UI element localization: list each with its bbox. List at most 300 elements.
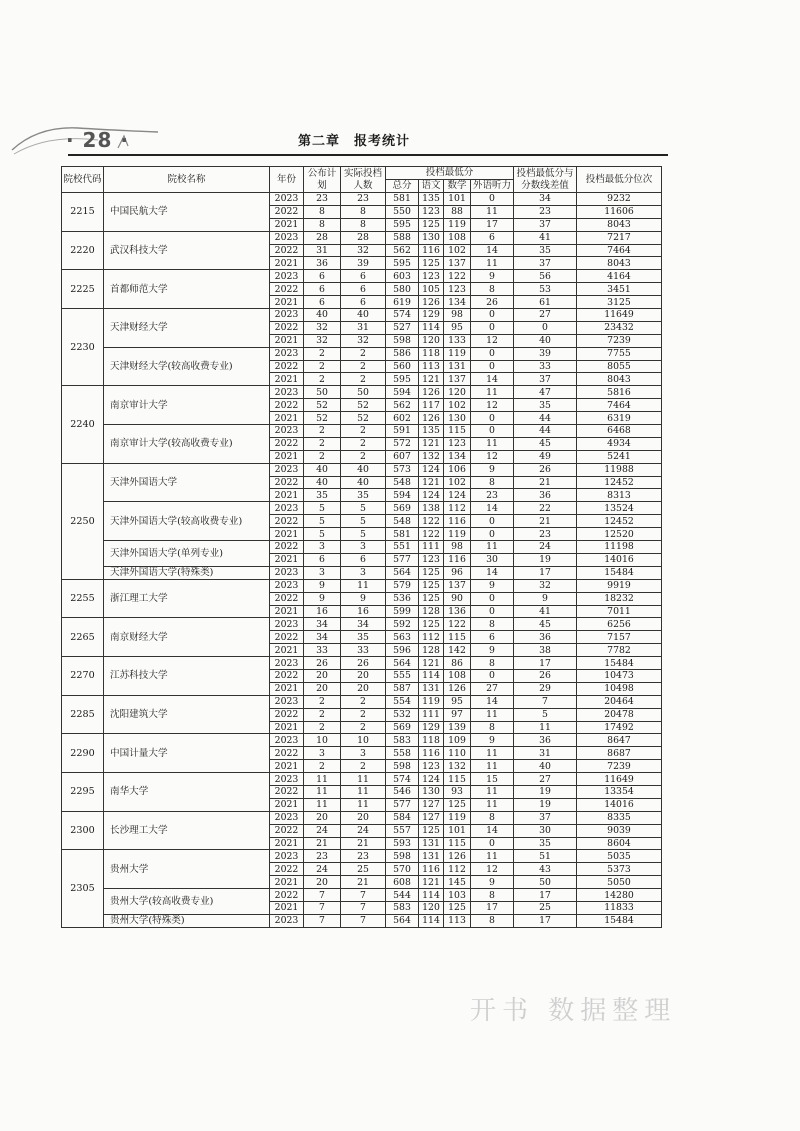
actual-cell: 20 <box>341 811 386 824</box>
rank-cell: 20464 <box>577 695 662 708</box>
chinese-cell: 114 <box>419 889 444 902</box>
total-cell: 550 <box>386 205 419 218</box>
school-name-cell: 沈阳建筑大学 <box>104 695 270 734</box>
diff-cell: 17 <box>514 566 577 579</box>
chinese-cell: 105 <box>419 283 444 296</box>
chinese-cell: 116 <box>419 747 444 760</box>
diff-cell: 24 <box>514 541 577 554</box>
rank-cell: 7782 <box>577 644 662 657</box>
total-cell: 596 <box>386 644 419 657</box>
listening-cell: 17 <box>471 901 514 914</box>
math-cell: 115 <box>444 425 471 438</box>
math-cell: 134 <box>444 450 471 463</box>
diff-cell: 37 <box>514 373 577 386</box>
chinese-cell: 132 <box>419 450 444 463</box>
math-cell: 115 <box>444 773 471 786</box>
diff-cell: 56 <box>514 270 577 283</box>
actual-cell: 6 <box>341 296 386 309</box>
table-row <box>62 270 662 283</box>
total-cell: 527 <box>386 321 419 334</box>
actual-cell: 16 <box>341 605 386 618</box>
actual-cell: 39 <box>341 257 386 270</box>
chinese-cell: 125 <box>419 579 444 592</box>
year-cell: 2023 <box>270 811 304 824</box>
rank-cell: 5241 <box>577 450 662 463</box>
chinese-cell: 125 <box>419 257 444 270</box>
chinese-cell: 118 <box>419 347 444 360</box>
chinese-cell: 120 <box>419 334 444 347</box>
diff-cell: 26 <box>514 669 577 682</box>
rank-cell: 11606 <box>577 205 662 218</box>
col-header-total: 总分 <box>386 180 419 193</box>
actual-cell: 5 <box>341 528 386 541</box>
year-cell: 2021 <box>270 218 304 231</box>
diff-cell: 31 <box>514 747 577 760</box>
listening-cell: 15 <box>471 773 514 786</box>
actual-cell: 2 <box>341 450 386 463</box>
listening-cell: 9 <box>471 644 514 657</box>
year-cell: 2023 <box>270 657 304 670</box>
table-row <box>62 347 662 360</box>
diff-cell: 7 <box>514 695 577 708</box>
diff-cell: 17 <box>514 914 577 927</box>
rank-cell: 7011 <box>577 605 662 618</box>
school-name-cell: 南京财经大学 <box>104 618 270 657</box>
chinese-cell: 121 <box>419 373 444 386</box>
actual-cell: 20 <box>341 669 386 682</box>
diff-cell: 35 <box>514 837 577 850</box>
math-cell: 98 <box>444 309 471 322</box>
rank-cell: 5050 <box>577 876 662 889</box>
listening-cell: 12 <box>471 399 514 412</box>
actual-cell: 11 <box>341 773 386 786</box>
math-cell: 126 <box>444 850 471 863</box>
diff-cell: 19 <box>514 798 577 811</box>
math-cell: 95 <box>444 321 471 334</box>
chinese-cell: 112 <box>419 631 444 644</box>
math-cell: 93 <box>444 785 471 798</box>
total-cell: 599 <box>386 605 419 618</box>
math-cell: 88 <box>444 205 471 218</box>
school-name-cell: 天津外国语大学(较高收费专业) <box>104 502 270 541</box>
table-row <box>62 502 662 515</box>
actual-cell: 2 <box>341 347 386 360</box>
chinese-cell: 116 <box>419 244 444 257</box>
year-cell: 2022 <box>270 205 304 218</box>
diff-cell: 38 <box>514 644 577 657</box>
total-cell: 586 <box>386 347 419 360</box>
math-cell: 122 <box>444 618 471 631</box>
col-header-actual: 实际投档人数 <box>341 167 386 193</box>
math-cell: 102 <box>444 476 471 489</box>
school-name-cell: 中国计量大学 <box>104 734 270 773</box>
plan-cell: 31 <box>304 244 341 257</box>
actual-cell: 6 <box>341 283 386 296</box>
year-cell: 2023 <box>270 773 304 786</box>
year-cell: 2023 <box>270 734 304 747</box>
chinese-cell: 123 <box>419 270 444 283</box>
math-cell: 102 <box>444 399 471 412</box>
plan-cell: 28 <box>304 231 341 244</box>
total-cell: 592 <box>386 618 419 631</box>
math-cell: 101 <box>444 824 471 837</box>
listening-cell: 11 <box>471 850 514 863</box>
table-row <box>62 850 662 863</box>
chinese-cell: 131 <box>419 682 444 695</box>
listening-cell: 0 <box>471 193 514 206</box>
actual-cell: 2 <box>341 708 386 721</box>
chinese-cell: 135 <box>419 425 444 438</box>
plan-cell: 6 <box>304 553 341 566</box>
math-cell: 133 <box>444 334 471 347</box>
table-row <box>62 193 662 206</box>
chinese-cell: 121 <box>419 437 444 450</box>
listening-cell: 14 <box>471 824 514 837</box>
diff-cell: 39 <box>514 347 577 360</box>
rank-cell: 6468 <box>577 425 662 438</box>
math-cell: 97 <box>444 708 471 721</box>
diff-cell: 36 <box>514 734 577 747</box>
school-code-cell: 2220 <box>62 231 104 270</box>
year-cell: 2021 <box>270 489 304 502</box>
plan-cell: 2 <box>304 760 341 773</box>
actual-cell: 35 <box>341 489 386 502</box>
listening-cell: 0 <box>471 412 514 425</box>
year-cell: 2022 <box>270 863 304 876</box>
plan-cell: 20 <box>304 682 341 695</box>
year-cell: 2021 <box>270 412 304 425</box>
rank-cell: 9919 <box>577 579 662 592</box>
school-name-cell: 天津财经大学(较高收费专业) <box>104 347 270 386</box>
year-cell: 2021 <box>270 644 304 657</box>
math-cell: 120 <box>444 386 471 399</box>
total-cell: 607 <box>386 450 419 463</box>
total-cell: 619 <box>386 296 419 309</box>
school-name-cell: 天津外国语大学 <box>104 463 270 502</box>
rank-cell: 7239 <box>577 760 662 773</box>
school-code-cell: 2250 <box>62 463 104 579</box>
total-cell: 551 <box>386 541 419 554</box>
listening-cell: 8 <box>471 811 514 824</box>
plan-cell: 23 <box>304 850 341 863</box>
listening-cell: 0 <box>471 360 514 373</box>
listening-cell: 9 <box>471 579 514 592</box>
plan-cell: 9 <box>304 592 341 605</box>
plan-cell: 6 <box>304 283 341 296</box>
plan-cell: 33 <box>304 644 341 657</box>
actual-cell: 2 <box>341 360 386 373</box>
rank-cell: 3125 <box>577 296 662 309</box>
rank-cell: 6319 <box>577 412 662 425</box>
table-row <box>62 657 662 670</box>
listening-cell: 8 <box>471 914 514 927</box>
diff-cell: 37 <box>514 218 577 231</box>
header-rule <box>68 154 668 156</box>
page-header <box>8 120 668 160</box>
diff-cell: 53 <box>514 283 577 296</box>
chinese-cell: 125 <box>419 618 444 631</box>
math-cell: 98 <box>444 541 471 554</box>
year-cell: 2021 <box>270 334 304 347</box>
col-header-rank: 投档最低分位次 <box>577 167 662 193</box>
school-code-cell: 2255 <box>62 579 104 618</box>
year-cell: 2023 <box>270 463 304 476</box>
math-cell: 115 <box>444 631 471 644</box>
year-cell: 2023 <box>270 579 304 592</box>
year-cell: 2022 <box>270 244 304 257</box>
year-cell: 2022 <box>270 631 304 644</box>
chinese-cell: 125 <box>419 824 444 837</box>
chinese-cell: 123 <box>419 760 444 773</box>
math-cell: 110 <box>444 747 471 760</box>
actual-cell: 7 <box>341 889 386 902</box>
actual-cell: 40 <box>341 476 386 489</box>
listening-cell: 0 <box>471 592 514 605</box>
actual-cell: 26 <box>341 657 386 670</box>
school-name-cell: 江苏科技大学 <box>104 657 270 696</box>
total-cell: 581 <box>386 193 419 206</box>
listening-cell: 26 <box>471 296 514 309</box>
total-cell: 595 <box>386 218 419 231</box>
year-cell: 2023 <box>270 270 304 283</box>
table-row <box>62 309 662 322</box>
chinese-cell: 119 <box>419 695 444 708</box>
school-code-cell: 2215 <box>62 193 104 232</box>
year-cell: 2021 <box>270 876 304 889</box>
school-name-cell: 武汉科技大学 <box>104 231 270 270</box>
rank-cell: 7755 <box>577 347 662 360</box>
total-cell: 569 <box>386 721 419 734</box>
math-cell: 124 <box>444 489 471 502</box>
rank-cell: 10498 <box>577 682 662 695</box>
diff-cell: 35 <box>514 244 577 257</box>
math-cell: 122 <box>444 270 471 283</box>
total-cell: 588 <box>386 231 419 244</box>
plan-cell: 6 <box>304 296 341 309</box>
school-code-cell: 2305 <box>62 850 104 927</box>
school-code-cell: 2240 <box>62 386 104 463</box>
chinese-cell: 121 <box>419 657 444 670</box>
total-cell: 595 <box>386 373 419 386</box>
year-cell: 2021 <box>270 798 304 811</box>
math-cell: 126 <box>444 682 471 695</box>
actual-cell: 50 <box>341 386 386 399</box>
listening-cell: 8 <box>471 618 514 631</box>
plan-cell: 20 <box>304 669 341 682</box>
total-cell: 564 <box>386 657 419 670</box>
table-row <box>62 386 662 399</box>
math-cell: 90 <box>444 592 471 605</box>
actual-cell: 28 <box>341 231 386 244</box>
table-row <box>62 231 662 244</box>
school-name-cell: 首都师范大学 <box>104 270 270 309</box>
year-cell: 2022 <box>270 824 304 837</box>
year-cell: 2021 <box>270 682 304 695</box>
actual-cell: 7 <box>341 901 386 914</box>
listening-cell: 0 <box>471 309 514 322</box>
listening-cell: 12 <box>471 863 514 876</box>
rank-cell: 4934 <box>577 437 662 450</box>
total-cell: 587 <box>386 682 419 695</box>
actual-cell: 2 <box>341 437 386 450</box>
listening-cell: 12 <box>471 450 514 463</box>
chinese-cell: 121 <box>419 876 444 889</box>
year-cell: 2023 <box>270 695 304 708</box>
listening-cell: 11 <box>471 205 514 218</box>
plan-cell: 11 <box>304 773 341 786</box>
actual-cell: 2 <box>341 721 386 734</box>
total-cell: 594 <box>386 489 419 502</box>
plan-cell: 8 <box>304 205 341 218</box>
math-cell: 103 <box>444 889 471 902</box>
listening-cell: 27 <box>471 682 514 695</box>
total-cell: 570 <box>386 863 419 876</box>
actual-cell: 52 <box>341 399 386 412</box>
rank-cell: 11649 <box>577 309 662 322</box>
math-cell: 123 <box>444 437 471 450</box>
listening-cell: 0 <box>471 837 514 850</box>
chinese-cell: 127 <box>419 811 444 824</box>
math-cell: 112 <box>444 863 471 876</box>
actual-cell: 32 <box>341 244 386 257</box>
math-cell: 112 <box>444 502 471 515</box>
plan-cell: 9 <box>304 579 341 592</box>
year-cell: 2022 <box>270 669 304 682</box>
total-cell: 595 <box>386 257 419 270</box>
diff-cell: 44 <box>514 412 577 425</box>
actual-cell: 6 <box>341 270 386 283</box>
year-cell: 2022 <box>270 321 304 334</box>
actual-cell: 3 <box>341 747 386 760</box>
math-cell: 139 <box>444 721 471 734</box>
col-header-chinese: 语文 <box>419 180 444 193</box>
rank-cell: 7239 <box>577 334 662 347</box>
diff-cell: 21 <box>514 515 577 528</box>
table-row <box>62 541 662 554</box>
chapter-title: 第二章 报考统计 <box>298 134 411 149</box>
year-cell: 2023 <box>270 850 304 863</box>
actual-cell: 35 <box>341 631 386 644</box>
table-row <box>62 579 662 592</box>
actual-cell: 20 <box>341 682 386 695</box>
year-cell: 2023 <box>270 566 304 579</box>
table-row <box>62 773 662 786</box>
total-cell: 564 <box>386 566 419 579</box>
listening-cell: 9 <box>471 463 514 476</box>
listening-cell: 11 <box>471 541 514 554</box>
year-cell: 2023 <box>270 425 304 438</box>
school-code-cell: 2290 <box>62 734 104 773</box>
total-cell: 546 <box>386 785 419 798</box>
rank-cell: 7464 <box>577 244 662 257</box>
diff-cell: 26 <box>514 463 577 476</box>
plan-cell: 2 <box>304 695 341 708</box>
math-cell: 108 <box>444 231 471 244</box>
total-cell: 580 <box>386 283 419 296</box>
rank-cell: 12520 <box>577 528 662 541</box>
listening-cell: 6 <box>471 231 514 244</box>
year-cell: 2021 <box>270 450 304 463</box>
actual-cell: 10 <box>341 734 386 747</box>
rank-cell: 13524 <box>577 502 662 515</box>
chinese-cell: 114 <box>419 914 444 927</box>
listening-cell: 11 <box>471 386 514 399</box>
chinese-cell: 131 <box>419 850 444 863</box>
plan-cell: 7 <box>304 901 341 914</box>
diff-cell: 40 <box>514 334 577 347</box>
listening-cell: 0 <box>471 669 514 682</box>
plan-cell: 24 <box>304 824 341 837</box>
chinese-cell: 120 <box>419 901 444 914</box>
school-name-cell: 南华大学 <box>104 773 270 812</box>
listening-cell: 14 <box>471 502 514 515</box>
listening-cell: 11 <box>471 785 514 798</box>
plan-cell: 34 <box>304 618 341 631</box>
diff-cell: 22 <box>514 502 577 515</box>
chinese-cell: 125 <box>419 566 444 579</box>
actual-cell: 8 <box>341 218 386 231</box>
actual-cell: 11 <box>341 579 386 592</box>
diff-cell: 61 <box>514 296 577 309</box>
rank-cell: 8647 <box>577 734 662 747</box>
total-cell: 581 <box>386 528 419 541</box>
total-cell: 554 <box>386 695 419 708</box>
table-row <box>62 811 662 824</box>
math-cell: 119 <box>444 218 471 231</box>
chinese-cell: 124 <box>419 489 444 502</box>
total-cell: 598 <box>386 850 419 863</box>
plan-cell: 24 <box>304 863 341 876</box>
total-cell: 560 <box>386 360 419 373</box>
diff-cell: 36 <box>514 489 577 502</box>
year-cell: 2023 <box>270 231 304 244</box>
total-cell: 532 <box>386 708 419 721</box>
rank-cell: 12452 <box>577 515 662 528</box>
total-cell: 563 <box>386 631 419 644</box>
plan-cell: 16 <box>304 605 341 618</box>
plan-cell: 34 <box>304 631 341 644</box>
plan-cell: 36 <box>304 257 341 270</box>
actual-cell: 11 <box>341 785 386 798</box>
chinese-cell: 131 <box>419 837 444 850</box>
rank-cell: 5816 <box>577 386 662 399</box>
actual-cell: 21 <box>341 876 386 889</box>
year-cell: 2022 <box>270 437 304 450</box>
listening-cell: 23 <box>471 489 514 502</box>
year-cell: 2022 <box>270 515 304 528</box>
rank-cell: 9232 <box>577 193 662 206</box>
math-cell: 115 <box>444 837 471 850</box>
diff-cell: 5 <box>514 708 577 721</box>
math-cell: 123 <box>444 283 471 296</box>
actual-cell: 3 <box>341 541 386 554</box>
year-cell: 2021 <box>270 721 304 734</box>
total-cell: 577 <box>386 798 419 811</box>
col-header-name: 院校名称 <box>104 167 270 193</box>
plan-cell: 7 <box>304 914 341 927</box>
listening-cell: 30 <box>471 553 514 566</box>
year-cell: 2023 <box>270 309 304 322</box>
chinese-cell: 117 <box>419 399 444 412</box>
total-cell: 564 <box>386 914 419 927</box>
rank-cell: 4164 <box>577 270 662 283</box>
listening-cell: 8 <box>471 721 514 734</box>
plan-cell: 3 <box>304 566 341 579</box>
total-cell: 548 <box>386 515 419 528</box>
school-code-cell: 2285 <box>62 695 104 734</box>
plan-cell: 11 <box>304 798 341 811</box>
chinese-cell: 123 <box>419 205 444 218</box>
